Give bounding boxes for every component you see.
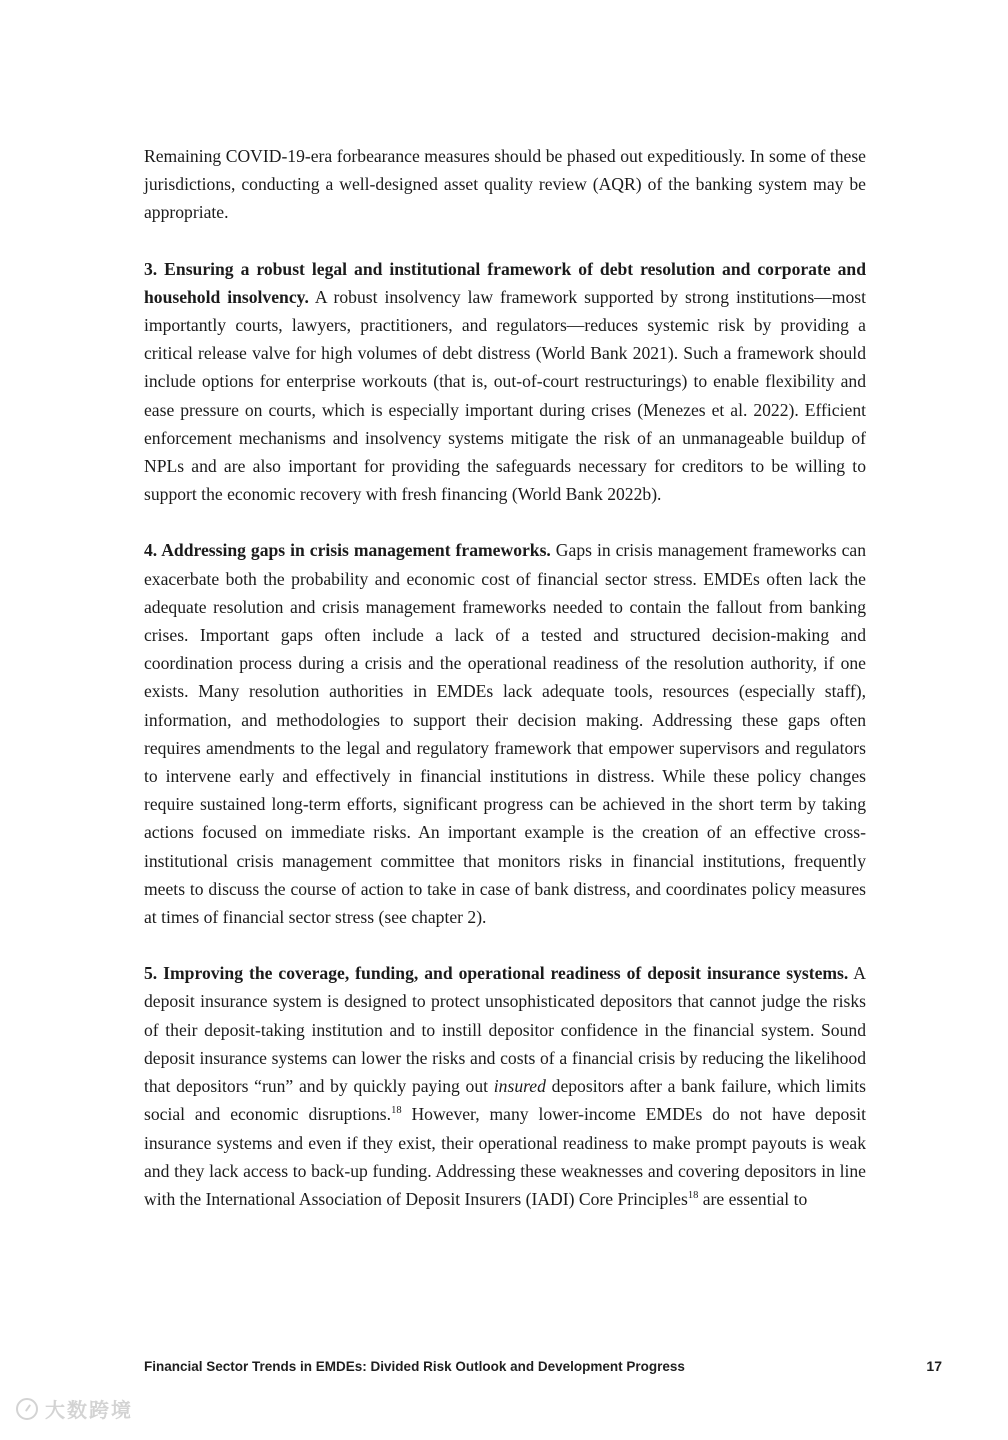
paragraph [144,959,866,1213]
paragraph [144,255,866,509]
text-run: are essential to [698,1188,808,1209]
text-run: 5. Improving the coverage, funding, and operational readiness of deposit insurance systems. [144,963,849,984]
page-content [144,142,866,1213]
text-run: A deposit insurance system is designed to protect unsophisticated depositors that cannot judge the risks of their deposit-taking institution and to instill depositor confidence in the financial system. Sound deposit insurance systems can lower the risks and costs of a financial crisis by reducing the likelihood that depositors “run” and by quickly paying out [144,963,866,1097]
paragraph [144,142,866,227]
page-footer [144,1358,942,1374]
footnote-ref: 18 [687,1190,699,1202]
text-run: 3. Ensuring a robust legal and institutional framework of debt resolution and corporate and household insolvency. [144,258,866,307]
text-run: 4. Addressing gaps in crisis management frameworks. [144,540,551,561]
watermark-logo-icon [16,1398,38,1420]
footnote-ref: 18 [391,1105,402,1117]
text-run: insured [493,1076,546,1097]
watermark-text: 大数跨境 [45,1400,133,1422]
watermark [16,1394,133,1423]
text-run: Gaps in crisis management frameworks can exacerbate both the probability and economic cost of financial sector stress. EMDEs often lack the adequate resolution and crisis management frameworks needed to contain the fallout from banking crises. Important gaps often include a lack of a tested and structured decision-making and coordination process during a crisis and the operational readiness of the resolution authority, if one exists. Many resolution authorities in EMDEs lack adequate tools, resources (especially staff), information, and methodologies to support their decision making. Addressing these gaps often requires amendments to the legal and regulatory framework that empower supervisors and regulators to intervene early and effectively in financial institutions in distress. While these policy changes require sustained long-term efforts, significant progress can be achieved in the short term by taking actions focused on immediate risks. An important example is the creation of an effective cross-institutional crisis management committee that monitors risks in financial institutions, frequently meets to discuss the course of action to take in case of bank distress, and coordinates policy measures at times of financial sector stress (see chapter 2). [144,540,866,928]
footer-running-title: Financial Sector Trends in EMDEs: Divided Risk Outlook and Development Progress [144,1359,685,1374]
text-run: depositors after a bank failure, which limits social and economic disruptions. [144,1076,866,1125]
text-run: A robust insolvency law framework supported by strong institutions—most importantly courts, lawyers, practitioners, and regulators—reduces systemic risk by providing a critical release valve for high volumes of debt distress (World Bank 2021). Such a framework should include options for enterprise workouts (that is, out-of-court restructurings) to enable flexibility and ease pressure on courts, which is especially important during crises (Menezes et al. 2022). Efficient enforcement mechanisms and insolvency systems mitigate the risk of an unmanageable buildup of NPLs and are also important for providing the safeguards necessary for creditors to be willing to support the economic recovery with fresh financing (World Bank 2022b). [144,286,866,505]
paragraph [144,536,866,931]
page-number: 17 [926,1358,942,1374]
text-run: However, many lower-income EMDEs do not have deposit insurance systems and even if they exist, their operational readiness to make prompt payouts is weak and they lack access to back-up funding. Addressing these weaknesses and covering depositors in line with the International Association of Deposit Insurers (IADI) Core Principles [144,1104,866,1209]
text-run: Remaining COVID-19-era forbearance measures should be phased out expeditiously. In some of these jurisdictions, conducting a well-designed asset quality review (AQR) of the banking system may be appropriate. [144,146,866,223]
